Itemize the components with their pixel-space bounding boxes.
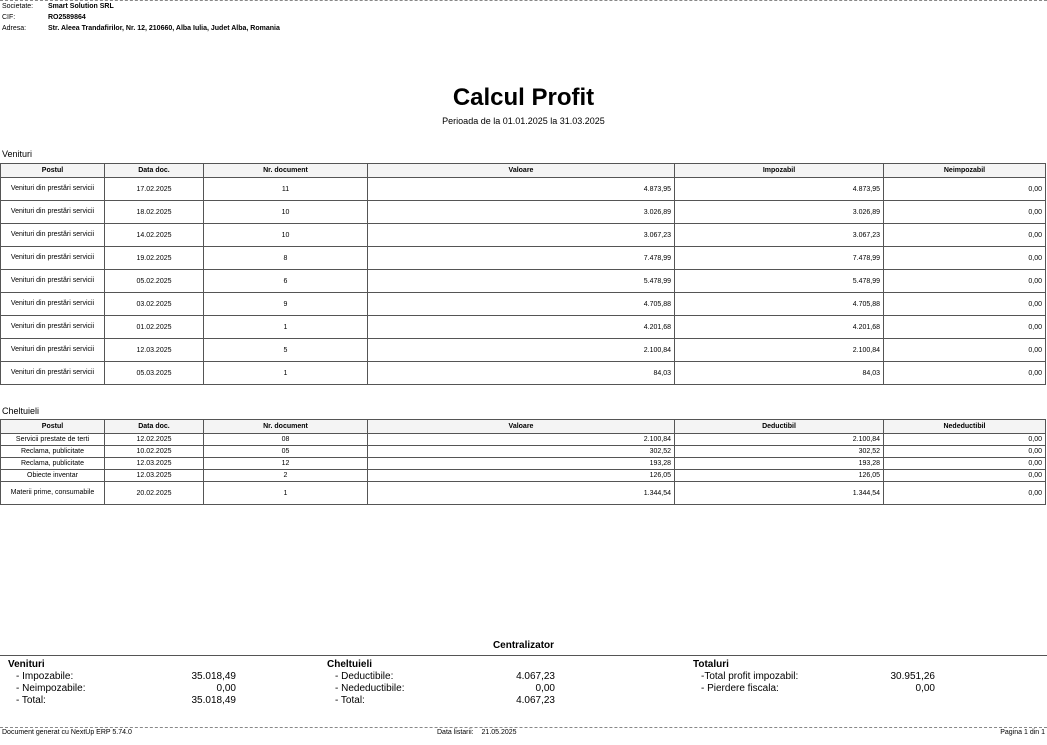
summary-venituri-head: Venituri xyxy=(8,659,45,670)
summary-value: 30.951,26 xyxy=(890,671,935,682)
cell-data-doc: 14.02.2025 xyxy=(105,224,204,247)
cell-impozabil: 84,03 xyxy=(675,362,884,385)
company-cif: RO2589864 xyxy=(48,14,86,21)
cell-postul: Venituri din prestări servicii xyxy=(1,247,105,270)
centralizator-title: Centralizator xyxy=(492,640,555,651)
cell-valoare: 4.705,88 xyxy=(368,293,675,316)
cell-postul: Venituri din prestări servicii xyxy=(1,293,105,316)
cell-nr-document: 6 xyxy=(204,270,368,293)
cell-impozabil: 5.478,99 xyxy=(675,270,884,293)
cell-data-doc: 19.02.2025 xyxy=(105,247,204,270)
summary-value: 0,00 xyxy=(216,683,236,694)
cell-nr-document: 05 xyxy=(204,446,368,458)
cell-postul: Materii prime, consumabile xyxy=(1,482,105,505)
col-data-doc: Data doc. xyxy=(105,164,204,178)
table-row xyxy=(1,247,1046,270)
cell-neimpozabil: 0,00 xyxy=(884,201,1046,224)
cell-valoare: 3.026,89 xyxy=(368,201,675,224)
cell-impozabil: 3.026,89 xyxy=(675,201,884,224)
cell-valoare: 193,28 xyxy=(368,458,675,470)
col-nr-document: Nr. document xyxy=(204,420,368,434)
cell-valoare: 302,52 xyxy=(368,446,675,458)
cell-impozabil: 4.873,95 xyxy=(675,178,884,201)
company-name-label: Societate: xyxy=(2,3,34,10)
cell-data-doc: 10.02.2025 xyxy=(105,446,204,458)
cell-postul: Venituri din prestări servicii xyxy=(1,224,105,247)
summary-line xyxy=(8,683,236,695)
cell-deductibil: 1.344,54 xyxy=(675,482,884,505)
summary-label: - Neimpozabile: xyxy=(16,683,86,694)
company-cif-row xyxy=(2,12,310,23)
cell-nr-document: 2 xyxy=(204,470,368,482)
cell-nedeductibil: 0,00 xyxy=(884,434,1046,446)
cell-postul: Venituri din prestări servicii xyxy=(1,201,105,224)
col-valoare: Valoare xyxy=(368,164,675,178)
footer-date-value: 21.05.2025 xyxy=(481,729,517,736)
cell-valoare: 3.067,23 xyxy=(368,224,675,247)
footer-page: Pagina 1 din 1 xyxy=(1000,729,1045,736)
cell-impozabil: 4.201,68 xyxy=(675,316,884,339)
report-period: Perioada de la 01.01.2025 la 31.03.2025 xyxy=(442,116,605,126)
cell-impozabil: 4.705,88 xyxy=(675,293,884,316)
col-neimpozabil: Neimpozabil xyxy=(884,164,1046,178)
cell-valoare: 4.873,95 xyxy=(368,178,675,201)
footer-date-label: Data listarii: xyxy=(437,729,474,736)
cell-nr-document: 12 xyxy=(204,458,368,470)
cell-neimpozabil: 0,00 xyxy=(884,362,1046,385)
cell-neimpozabil: 0,00 xyxy=(884,178,1046,201)
cell-valoare: 1.344,54 xyxy=(368,482,675,505)
cell-postul: Venituri din prestări servicii xyxy=(1,270,105,293)
cell-impozabil: 2.100,84 xyxy=(675,339,884,362)
cell-valoare: 2.100,84 xyxy=(368,434,675,446)
company-address-row xyxy=(2,23,310,34)
cell-data-doc: 17.02.2025 xyxy=(105,178,204,201)
company-cif-label: CIF: xyxy=(2,14,16,21)
cell-nedeductibil: 0,00 xyxy=(884,446,1046,458)
cell-data-doc: 12.03.2025 xyxy=(105,339,204,362)
cell-nr-document: 5 xyxy=(204,339,368,362)
col-postul: Postul xyxy=(1,420,105,434)
cell-neimpozabil: 0,00 xyxy=(884,224,1046,247)
cell-valoare: 7.478,99 xyxy=(368,247,675,270)
cell-data-doc: 18.02.2025 xyxy=(105,201,204,224)
cell-valoare: 5.478,99 xyxy=(368,270,675,293)
table-row xyxy=(1,270,1046,293)
cell-data-doc: 05.03.2025 xyxy=(105,362,204,385)
table-row xyxy=(1,362,1046,385)
venituri-table xyxy=(0,163,1046,385)
cell-valoare: 2.100,84 xyxy=(368,339,675,362)
cell-postul: Venituri din prestări servicii xyxy=(1,316,105,339)
cell-nedeductibil: 0,00 xyxy=(884,482,1046,505)
cell-nr-document: 8 xyxy=(204,247,368,270)
cell-impozabil: 7.478,99 xyxy=(675,247,884,270)
venituri-section-title: Venituri xyxy=(2,149,33,159)
cell-data-doc: 12.03.2025 xyxy=(105,458,204,470)
footer-divider xyxy=(0,727,1047,728)
cheltuieli-section-title: Cheltuieli xyxy=(2,406,40,416)
cell-postul: Venituri din prestări servicii xyxy=(1,339,105,362)
cell-valoare: 126,05 xyxy=(368,470,675,482)
cell-neimpozabil: 0,00 xyxy=(884,316,1046,339)
summary-line xyxy=(693,683,935,695)
summary-label: - Total: xyxy=(16,695,46,706)
summary-value: 35.018,49 xyxy=(191,671,236,682)
company-address: Str. Aleea Trandafirilor, Nr. 12, 210660, Alba Iulia, Judet Alba, Romania xyxy=(48,25,280,32)
company-address-label: Adresa: xyxy=(2,25,27,32)
summary-value: 35.018,49 xyxy=(191,695,236,706)
centralizator-divider xyxy=(0,655,1047,656)
table-row xyxy=(1,470,1046,482)
footer-generated: Document generat cu NextUp ERP 5.74.0 xyxy=(2,729,132,736)
col-postul: Postul xyxy=(1,164,105,178)
cell-nr-document: 9 xyxy=(204,293,368,316)
summary-value: 4.067,23 xyxy=(516,671,555,682)
cheltuieli-header-row xyxy=(1,420,1046,434)
cell-impozabil: 3.067,23 xyxy=(675,224,884,247)
cell-nr-document: 1 xyxy=(204,316,368,339)
cell-nr-document: 10 xyxy=(204,224,368,247)
col-nr-document: Nr. document xyxy=(204,164,368,178)
table-row xyxy=(1,339,1046,362)
summary-line xyxy=(8,671,236,683)
company-info xyxy=(2,1,310,34)
cell-data-doc: 05.02.2025 xyxy=(105,270,204,293)
summary-label: - Total: xyxy=(335,695,365,706)
cell-neimpozabil: 0,00 xyxy=(884,247,1046,270)
summary-label: - Impozabile: xyxy=(16,671,74,682)
cell-valoare: 84,03 xyxy=(368,362,675,385)
cell-neimpozabil: 0,00 xyxy=(884,270,1046,293)
summary-label: -Total profit impozabil: xyxy=(701,671,799,682)
summary-value: 0,00 xyxy=(535,683,555,694)
cell-data-doc: 03.02.2025 xyxy=(105,293,204,316)
table-row xyxy=(1,293,1046,316)
col-impozabil: Impozabil xyxy=(675,164,884,178)
col-data-doc: Data doc. xyxy=(105,420,204,434)
summary-venituri xyxy=(8,659,236,707)
col-valoare: Valoare xyxy=(368,420,675,434)
cell-data-doc: 01.02.2025 xyxy=(105,316,204,339)
cell-deductibil: 126,05 xyxy=(675,470,884,482)
table-row xyxy=(1,224,1046,247)
cell-deductibil: 193,28 xyxy=(675,458,884,470)
summary-line xyxy=(327,695,555,707)
cell-deductibil: 302,52 xyxy=(675,446,884,458)
table-row xyxy=(1,201,1046,224)
summary-value: 0,00 xyxy=(915,683,935,694)
cell-postul: Obiecte inventar xyxy=(1,470,105,482)
cell-postul: Reclama, publicitate xyxy=(1,446,105,458)
summary-cheltuieli-head: Cheltuieli xyxy=(327,659,373,670)
cell-neimpozabil: 0,00 xyxy=(884,293,1046,316)
summary-cheltuieli xyxy=(327,659,555,707)
cell-deductibil: 2.100,84 xyxy=(675,434,884,446)
cell-valoare: 4.201,68 xyxy=(368,316,675,339)
cell-nr-document: 1 xyxy=(204,362,368,385)
cell-nr-document: 10 xyxy=(204,201,368,224)
summary-line xyxy=(327,683,555,695)
summary-line xyxy=(8,695,236,707)
cell-nedeductibil: 0,00 xyxy=(884,458,1046,470)
table-row xyxy=(1,316,1046,339)
cell-data-doc: 20.02.2025 xyxy=(105,482,204,505)
summary-line xyxy=(327,671,555,683)
col-deductibil: Deductibil xyxy=(675,420,884,434)
company-name: Smart Solution SRL xyxy=(48,3,114,10)
table-row xyxy=(1,482,1046,505)
cell-nr-document: 11 xyxy=(204,178,368,201)
cell-postul: Reclama, publicitate xyxy=(1,458,105,470)
cell-nr-document: 08 xyxy=(204,434,368,446)
venituri-header-row xyxy=(1,164,1046,178)
cheltuieli-table xyxy=(0,419,1046,505)
cell-data-doc: 12.02.2025 xyxy=(105,434,204,446)
summary-totaluri xyxy=(693,659,935,695)
cell-postul: Servicii prestate de terti xyxy=(1,434,105,446)
cell-nr-document: 1 xyxy=(204,482,368,505)
cell-nedeductibil: 0,00 xyxy=(884,470,1046,482)
company-name-row xyxy=(2,1,310,12)
summary-totaluri-head: Totaluri xyxy=(693,659,729,670)
report-title: Calcul Profit xyxy=(452,84,595,111)
summary-label: - Nedeductibile: xyxy=(335,683,405,694)
table-row xyxy=(1,446,1046,458)
cell-data-doc: 12.03.2025 xyxy=(105,470,204,482)
footer-date xyxy=(437,729,517,736)
cell-neimpozabil: 0,00 xyxy=(884,339,1046,362)
summary-label: - Deductibile: xyxy=(335,671,394,682)
summary-value: 4.067,23 xyxy=(516,695,555,706)
summary-label: - Pierdere fiscala: xyxy=(701,683,779,694)
table-row xyxy=(1,434,1046,446)
cell-postul: Venituri din prestări servicii xyxy=(1,178,105,201)
table-row xyxy=(1,178,1046,201)
col-nedeductibil: Nedeductibil xyxy=(884,420,1046,434)
summary-line xyxy=(693,671,935,683)
table-row xyxy=(1,458,1046,470)
cell-postul: Venituri din prestări servicii xyxy=(1,362,105,385)
